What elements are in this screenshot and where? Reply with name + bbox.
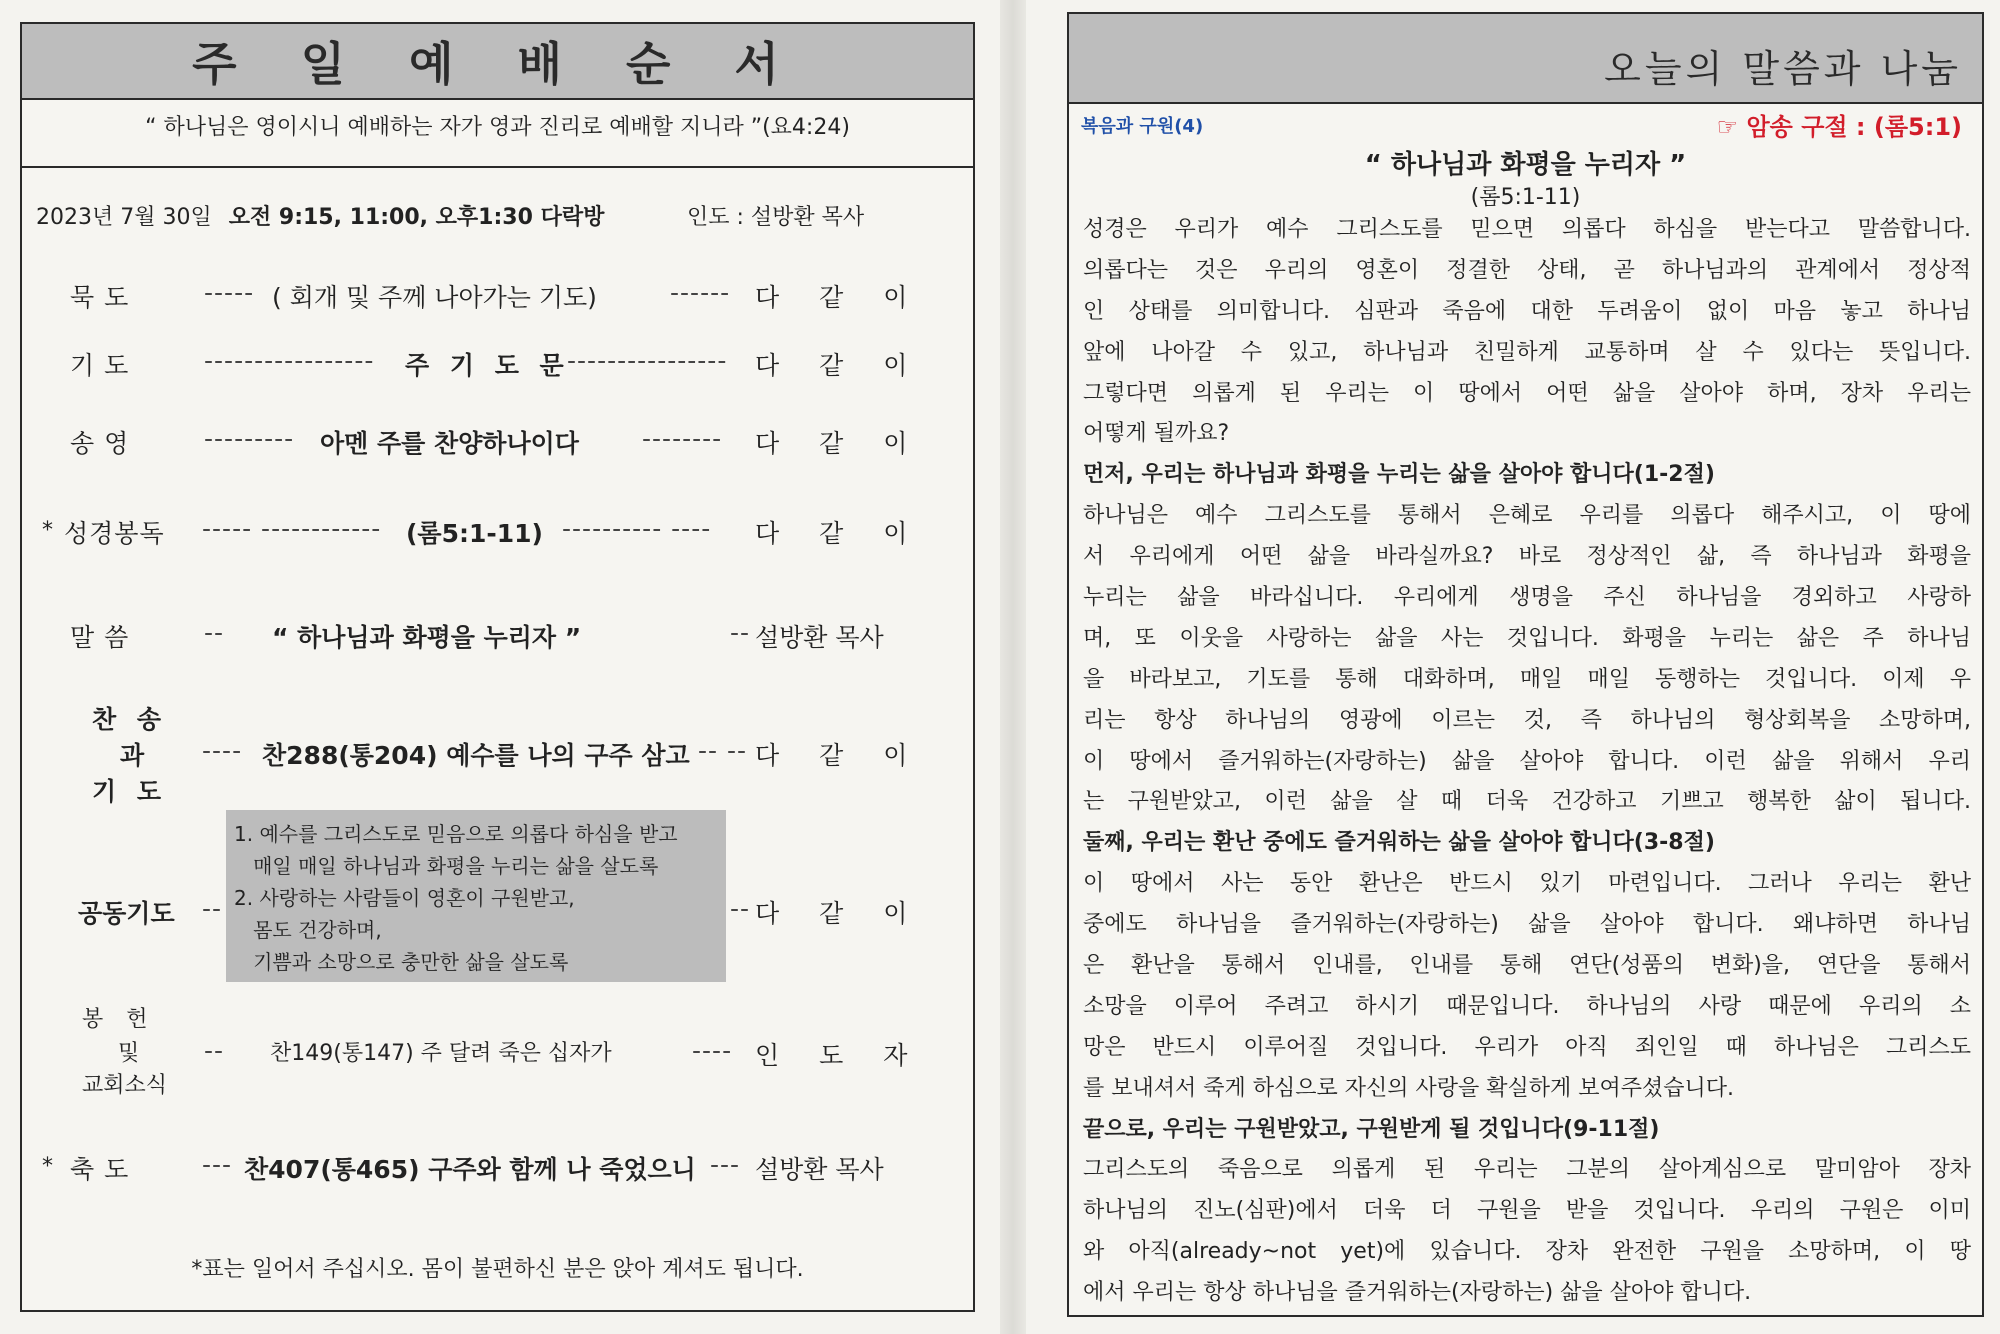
order-who: 인 도 자	[755, 1041, 924, 1070]
sermon-point-heading: 먼저, 우리는 하나님과 화평을 누리는 삶을 살아야 합니다(1-2절)	[1083, 462, 1715, 488]
order-who: 설방환 목사	[755, 1155, 884, 1184]
order-content: 찬407(통465) 구주와 함께 나 죽었으니	[244, 1155, 696, 1184]
order-label: 기 도	[70, 351, 130, 380]
sermon-paragraph-line: 의롭다는 것은 우리의 영혼이 정결한 상태, 곧 하나님과의 관계에서 정상적	[1083, 257, 1971, 283]
sermon-paragraph-line: 은 환난을 통해서 인내를, 인내를 통해 연단(성품의 변화)을, 연단을 통해서	[1083, 953, 1971, 979]
order-row-scripture	[22, 514, 973, 554]
sermon-paragraph-line: 앞에 나아갈 수 있고, 하나님과 친밀하게 교통하며 살 수 있다는 뜻입니다.	[1083, 339, 1971, 365]
order-who: 다 같 이	[755, 741, 924, 770]
service-date-line	[36, 200, 604, 231]
order-content: 찬149(통147) 주 달려 죽은 십자가	[270, 1041, 612, 1066]
prayer-line: 매일 매일 하나님과 화평을 누리는 삶을 살도록	[234, 854, 659, 878]
order-content: ( 회개 및 주께 나아가는 기도)	[272, 283, 597, 312]
prayer-line: 몸도 건강하며,	[234, 918, 382, 942]
sermon-paragraph-line: 망은 반드시 이루어질 것입니다. 우리가 아직 죄인일 때 하나님은 그리스도	[1083, 1034, 1971, 1060]
sharing-header-title: 오늘의 말씀과 나눔	[1604, 47, 1962, 91]
sermon-paragraph-line: 성경은 우리가 예수 그리스도를 믿으면 의롭다 하심을 받는다고 말씀합니다.	[1083, 217, 1971, 242]
sermon-paragraph-line: 그리스도의 죽음으로 의롭게 된 우리는 그분의 살아계심으로 말미암아 장차	[1083, 1157, 1971, 1183]
worship-order-header	[22, 24, 973, 100]
sermon-paragraph-line: 인 상태를 의미합니다. 심판과 죽음에 대한 두려움이 없이 마음 놓고 하나님	[1083, 298, 1971, 324]
memory-verse: ☞ 암송 구절 : (롬5:1)	[1716, 113, 1962, 141]
standing-mark: *	[42, 1154, 53, 1179]
sermon-paragraph-line: 중에도 하나님을 즐거워하는(자랑하는) 삶을 살아야 합니다. 왜냐하면 하나님	[1083, 912, 1971, 938]
sermon-paragraph-line: 와 아직(already~not yet)에 있습니다. 장차 완전한 구원을 소망하며, 이 땅	[1083, 1239, 1971, 1265]
order-label-line: 및	[118, 1041, 140, 1066]
order-dash: --	[204, 1036, 225, 1065]
order-dash: ---	[202, 1150, 233, 1179]
order-label: 말 씀	[70, 623, 130, 652]
service-times: 오전 9:15, 11:00, 오후1:30 다락방	[228, 205, 605, 230]
service-date: 2023년 7월 30일	[36, 205, 212, 230]
sermon-paragraph-line: 며, 또 이웃을 사랑하는 삶을 사는 것입니다. 화평을 누리는 삶은 주 하나님	[1083, 625, 1971, 651]
series-label: 복음과 구원(4)	[1081, 116, 1204, 137]
sermon-paragraph-line: 이 땅에서 사는 동안 환난은 반드시 있기 마련입니다. 그러나 우리는 환난	[1083, 871, 1971, 897]
worship-order-title: 주 일 예 배 순 서	[192, 37, 803, 91]
sermon-paragraph-line: 하나님은 예수 그리스도를 통해서 은혜로 우리를 의롭다 해주시고, 이 땅에	[1083, 503, 1971, 529]
order-dash: -----------------	[204, 346, 375, 375]
worship-order-panel	[20, 22, 975, 1312]
order-who: 다 같 이	[755, 899, 924, 928]
sermon-paragraph-line: 그렇다면 의롭게 된 우리는 이 땅에서 어떤 삶을 살아야 하며, 장차 우리는	[1083, 380, 1971, 406]
order-who: 다 같 이	[755, 283, 924, 312]
order-row-benediction	[22, 1150, 973, 1190]
order-row-prayer	[22, 346, 973, 386]
sermon-paragraph-line: 이 땅에서 즐거워하는(자랑하는) 삶을 살아야 합니다. 이런 삶을 위해서 우리	[1083, 748, 1971, 774]
order-who: 다 같 이	[755, 429, 924, 458]
order-content: (롬5:1-11)	[406, 519, 543, 548]
order-row-doxology	[22, 424, 973, 464]
order-dash: --	[204, 618, 225, 647]
sermon-point-heading: 끝으로, 우리는 구원받았고, 구원받게 될 것입니다(9-11절)	[1083, 1116, 1660, 1142]
order-dash: ------	[670, 278, 731, 307]
order-dash: ----------------	[567, 346, 728, 375]
order-content: 아멘 주를 찬양하나이다	[320, 429, 579, 458]
order-label: 공동기도	[78, 899, 175, 928]
order-dash: ----	[202, 736, 243, 765]
order-label-line: 봉 헌	[82, 1007, 156, 1032]
order-dash: --	[730, 618, 751, 647]
sermon-paragraph-line: 소망을 이루어 주려고 하시기 때문입니다. 하나님의 사랑 때문에 우리의 소	[1083, 993, 1971, 1019]
service-leader: 인도 : 설방환 목사	[687, 205, 865, 230]
order-label: 축 도	[70, 1155, 130, 1184]
order-label: 송 영	[70, 429, 130, 458]
order-row-sermon	[22, 618, 973, 658]
motto-verse: “ 하나님은 영이시니 예배하는 자가 영과 진리로 예배할 지니라 ”(요4:24)	[145, 115, 850, 140]
prayer-line: 1. 예수를 그리스도로 믿음으로 의롭다 하심을 받고	[234, 822, 678, 846]
order-content: “ 하나님과 화평을 누리자 ”	[272, 623, 582, 652]
sermon-paragraph-line: 누리는 삶을 바라십니다. 우리에게 생명을 주신 하나님을 경외하고 사랑하	[1083, 585, 1971, 611]
prayer-line: 2. 사랑하는 사람들이 영혼이 구원받고,	[234, 886, 575, 910]
order-label-line: 찬 송	[92, 705, 168, 734]
sermon-point-heading: 둘째, 우리는 환난 중에도 즐거워하는 삶을 살아야 합니다(3-8절)	[1083, 830, 1715, 856]
standing-mark: *	[42, 518, 53, 543]
order-row-hymn-prayer	[22, 700, 973, 820]
order-row-silent-prayer	[22, 278, 973, 318]
divider	[22, 166, 973, 168]
order-dash: -- --	[698, 736, 748, 765]
order-label: 묵 도	[70, 283, 130, 312]
order-row-common-prayer	[22, 894, 973, 934]
page-fold	[1000, 0, 1026, 1334]
order-dash: ----- ------------	[202, 514, 382, 543]
order-dash: ---	[710, 1150, 741, 1179]
order-dash: ---------- ----	[562, 514, 712, 543]
sermon-title: “ 하나님과 화평을 누리자 ”	[1364, 150, 1687, 180]
sermon-paragraph-line: 는 구원받았고, 이런 삶을 살 때 더욱 건강하고 기쁘고 행복한 삶이 됩니다.	[1083, 789, 1971, 815]
sermon-paragraph-line: 하나님의 진노(심판)에서 더욱 더 구원을 받을 것입니다. 우리의 구원은 이미	[1083, 1198, 1971, 1224]
order-content: 찬288(통204) 예수를 나의 구주 삼고	[262, 741, 690, 770]
sharing-header	[1069, 14, 1982, 104]
sermon-reference: (롬5:1-11)	[1470, 185, 1581, 210]
sermon-paragraph-line: 어떻게 될까요?	[1083, 421, 1230, 447]
sermon-paragraph-line: 에서 우리는 항상 하나님을 즐거워하는(자랑하는) 삶을 살아야 합니다.	[1083, 1280, 1752, 1306]
order-dash: --	[730, 894, 751, 923]
sermon-paragraph-line: 리는 항상 하나님의 영광에 이르는 것, 즉 하나님의 형상회복을 소망하며,	[1083, 707, 1971, 733]
order-label-line: 기 도	[92, 777, 168, 806]
order-dash: -----	[204, 278, 255, 307]
order-label-line: 교회소식	[82, 1073, 168, 1098]
sermon-body	[1083, 210, 1971, 1314]
order-label-line: 과	[120, 741, 145, 770]
sermon-paragraph-line: 를 보내셔서 죽게 하심으로 자신의 사랑을 확실하게 보여주셨습니다.	[1083, 1075, 1735, 1101]
sermon-paragraph-line: 을 바라보고, 기도를 통해 대화하며, 매일 매일 동행하는 것입니다. 이제 우	[1083, 666, 1971, 692]
order-who: 설방환 목사	[755, 623, 884, 652]
order-dash: ----	[692, 1036, 733, 1065]
order-dash: --	[202, 894, 223, 923]
order-row-offering	[22, 1002, 973, 1112]
standing-notice: *표는 일어서 주십시오. 몸이 불편하신 분은 앉아 계셔도 됩니다.	[191, 1257, 804, 1282]
prayer-line: 기쁨과 소망으로 충만한 삶을 살도록	[234, 950, 569, 974]
sermon-sharing-panel	[1067, 12, 1984, 1317]
order-dash: --------	[642, 424, 723, 453]
order-label: 성경봉독	[64, 519, 165, 548]
order-dash: ---------	[204, 424, 295, 453]
order-content: 주 기 도 문	[405, 351, 570, 380]
sermon-paragraph-line: 서 우리에게 어떤 삶을 바라실까요? 바로 정상적인 삶, 즉 하나님과 화평을	[1083, 544, 1971, 570]
order-who: 다 같 이	[755, 351, 924, 380]
order-who: 다 같 이	[755, 519, 924, 548]
